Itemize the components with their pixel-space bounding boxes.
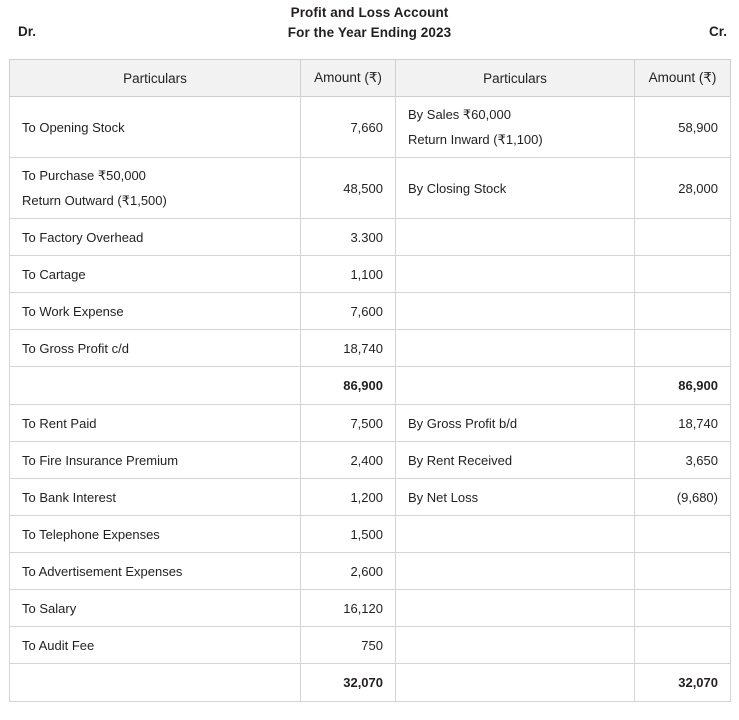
cell-amount-debit: 7,500 (301, 405, 396, 442)
cell-amount-credit (635, 256, 731, 293)
cell-particulars-credit (396, 330, 635, 367)
table-row (10, 97, 731, 158)
column-header-particulars-credit: Particulars (396, 60, 635, 97)
cell-particulars-credit (396, 293, 635, 330)
cell-particulars-credit: By Gross Profit b/d (396, 405, 635, 442)
cell-particulars-debit: To Advertisement Expenses (10, 553, 301, 590)
cell-amount-debit: 3.300 (301, 219, 396, 256)
table-row (10, 405, 731, 442)
cell-amount-debit: 7,660 (301, 97, 396, 158)
cell-amount-debit: 2,600 (301, 553, 396, 590)
cell-amount-credit (635, 293, 731, 330)
cell-particulars-debit: To Rent Paid (10, 405, 301, 442)
particulars-line-1: To Purchase ₹50,000 (22, 167, 146, 183)
column-header-amount-debit: Amount (₹) (301, 60, 396, 97)
cell-amount-credit: 58,900 (635, 97, 731, 158)
cell-amount-debit: 750 (301, 627, 396, 664)
cell-amount-credit: 28,000 (635, 158, 731, 219)
table-row (10, 293, 731, 330)
table-row-total (10, 664, 731, 702)
table-row (10, 256, 731, 293)
particulars-line-2: Return Inward (₹1,100) (408, 132, 543, 147)
statement-title-block (0, 3, 739, 42)
credit-side-label: Cr. (708, 24, 727, 39)
cell-total-credit: 86,900 (635, 367, 731, 405)
cell-amount-credit (635, 553, 731, 590)
cell-particulars-credit (396, 516, 635, 553)
cell-particulars-debit: To Salary (10, 590, 301, 627)
table-row (10, 442, 731, 479)
cell-particulars-debit: To Work Expense (10, 293, 301, 330)
cell-total-debit: 32,070 (301, 664, 396, 702)
cell-total-debit: 86,900 (301, 367, 396, 405)
column-header-amount-credit: Amount (₹) (635, 60, 731, 97)
table-header (10, 60, 731, 97)
cell-particulars-debit: To Fire Insurance Premium (10, 442, 301, 479)
cell-particulars-debit (10, 367, 301, 405)
cell-amount-credit (635, 516, 731, 553)
table-header-row (10, 60, 731, 97)
cell-particulars-debit (10, 158, 301, 219)
cell-particulars-credit: By Closing Stock (396, 158, 635, 219)
cell-amount-credit: 3,650 (635, 442, 731, 479)
table-row (10, 590, 731, 627)
table-row (10, 330, 731, 367)
cell-particulars-credit (396, 97, 635, 158)
cell-amount-credit (635, 627, 731, 664)
cell-amount-debit: 1,100 (301, 256, 396, 293)
cell-amount-debit: 1,200 (301, 479, 396, 516)
cell-particulars-credit (396, 664, 635, 702)
cell-amount-debit: 48,500 (301, 158, 396, 219)
table-row (10, 516, 731, 553)
column-header-particulars-debit: Particulars (10, 60, 301, 97)
cell-amount-debit: 2,400 (301, 442, 396, 479)
ledger-table-container (9, 59, 730, 702)
statement-period: For the Year Ending 2023 (287, 24, 452, 40)
cell-total-credit: 32,070 (635, 664, 731, 702)
particulars-line-1: By Sales ₹60,000 (408, 106, 511, 122)
cell-amount-debit: 1,500 (301, 516, 396, 553)
cell-particulars-credit: By Rent Received (396, 442, 635, 479)
table-body (10, 97, 731, 702)
cell-particulars-debit (10, 664, 301, 702)
table-row (10, 479, 731, 516)
ledger-table (9, 59, 731, 702)
cell-amount-debit: 7,600 (301, 293, 396, 330)
cell-amount-credit: (9,680) (635, 479, 731, 516)
cell-amount-debit: 16,120 (301, 590, 396, 627)
table-row (10, 158, 731, 219)
cell-particulars-debit: To Factory Overhead (10, 219, 301, 256)
multiline-particulars (22, 163, 288, 214)
cell-particulars-credit (396, 590, 635, 627)
cell-particulars-debit: To Gross Profit c/d (10, 330, 301, 367)
cell-particulars-debit: To Bank Interest (10, 479, 301, 516)
table-row (10, 219, 731, 256)
cell-particulars-credit (396, 367, 635, 405)
cell-amount-credit (635, 590, 731, 627)
multiline-particulars (408, 102, 622, 153)
table-row (10, 627, 731, 664)
table-row-total (10, 367, 731, 405)
cell-particulars-debit: To Telephone Expenses (10, 516, 301, 553)
particulars-line-2: Return Outward (₹1,500) (22, 193, 167, 208)
cell-particulars-credit (396, 627, 635, 664)
statement-heading (0, 0, 739, 56)
cell-amount-debit: 18,740 (301, 330, 396, 367)
cell-particulars-credit (396, 553, 635, 590)
cell-particulars-credit: By Net Loss (396, 479, 635, 516)
cell-particulars-credit (396, 219, 635, 256)
statement-title: Profit and Loss Account (290, 5, 449, 20)
cell-amount-credit (635, 219, 731, 256)
cell-particulars-debit: To Cartage (10, 256, 301, 293)
debit-side-label: Dr. (18, 24, 37, 39)
cell-particulars-credit (396, 256, 635, 293)
cell-amount-credit (635, 330, 731, 367)
cell-particulars-debit: To Opening Stock (10, 97, 301, 158)
cell-particulars-debit: To Audit Fee (10, 627, 301, 664)
table-row (10, 553, 731, 590)
cell-amount-credit: 18,740 (635, 405, 731, 442)
